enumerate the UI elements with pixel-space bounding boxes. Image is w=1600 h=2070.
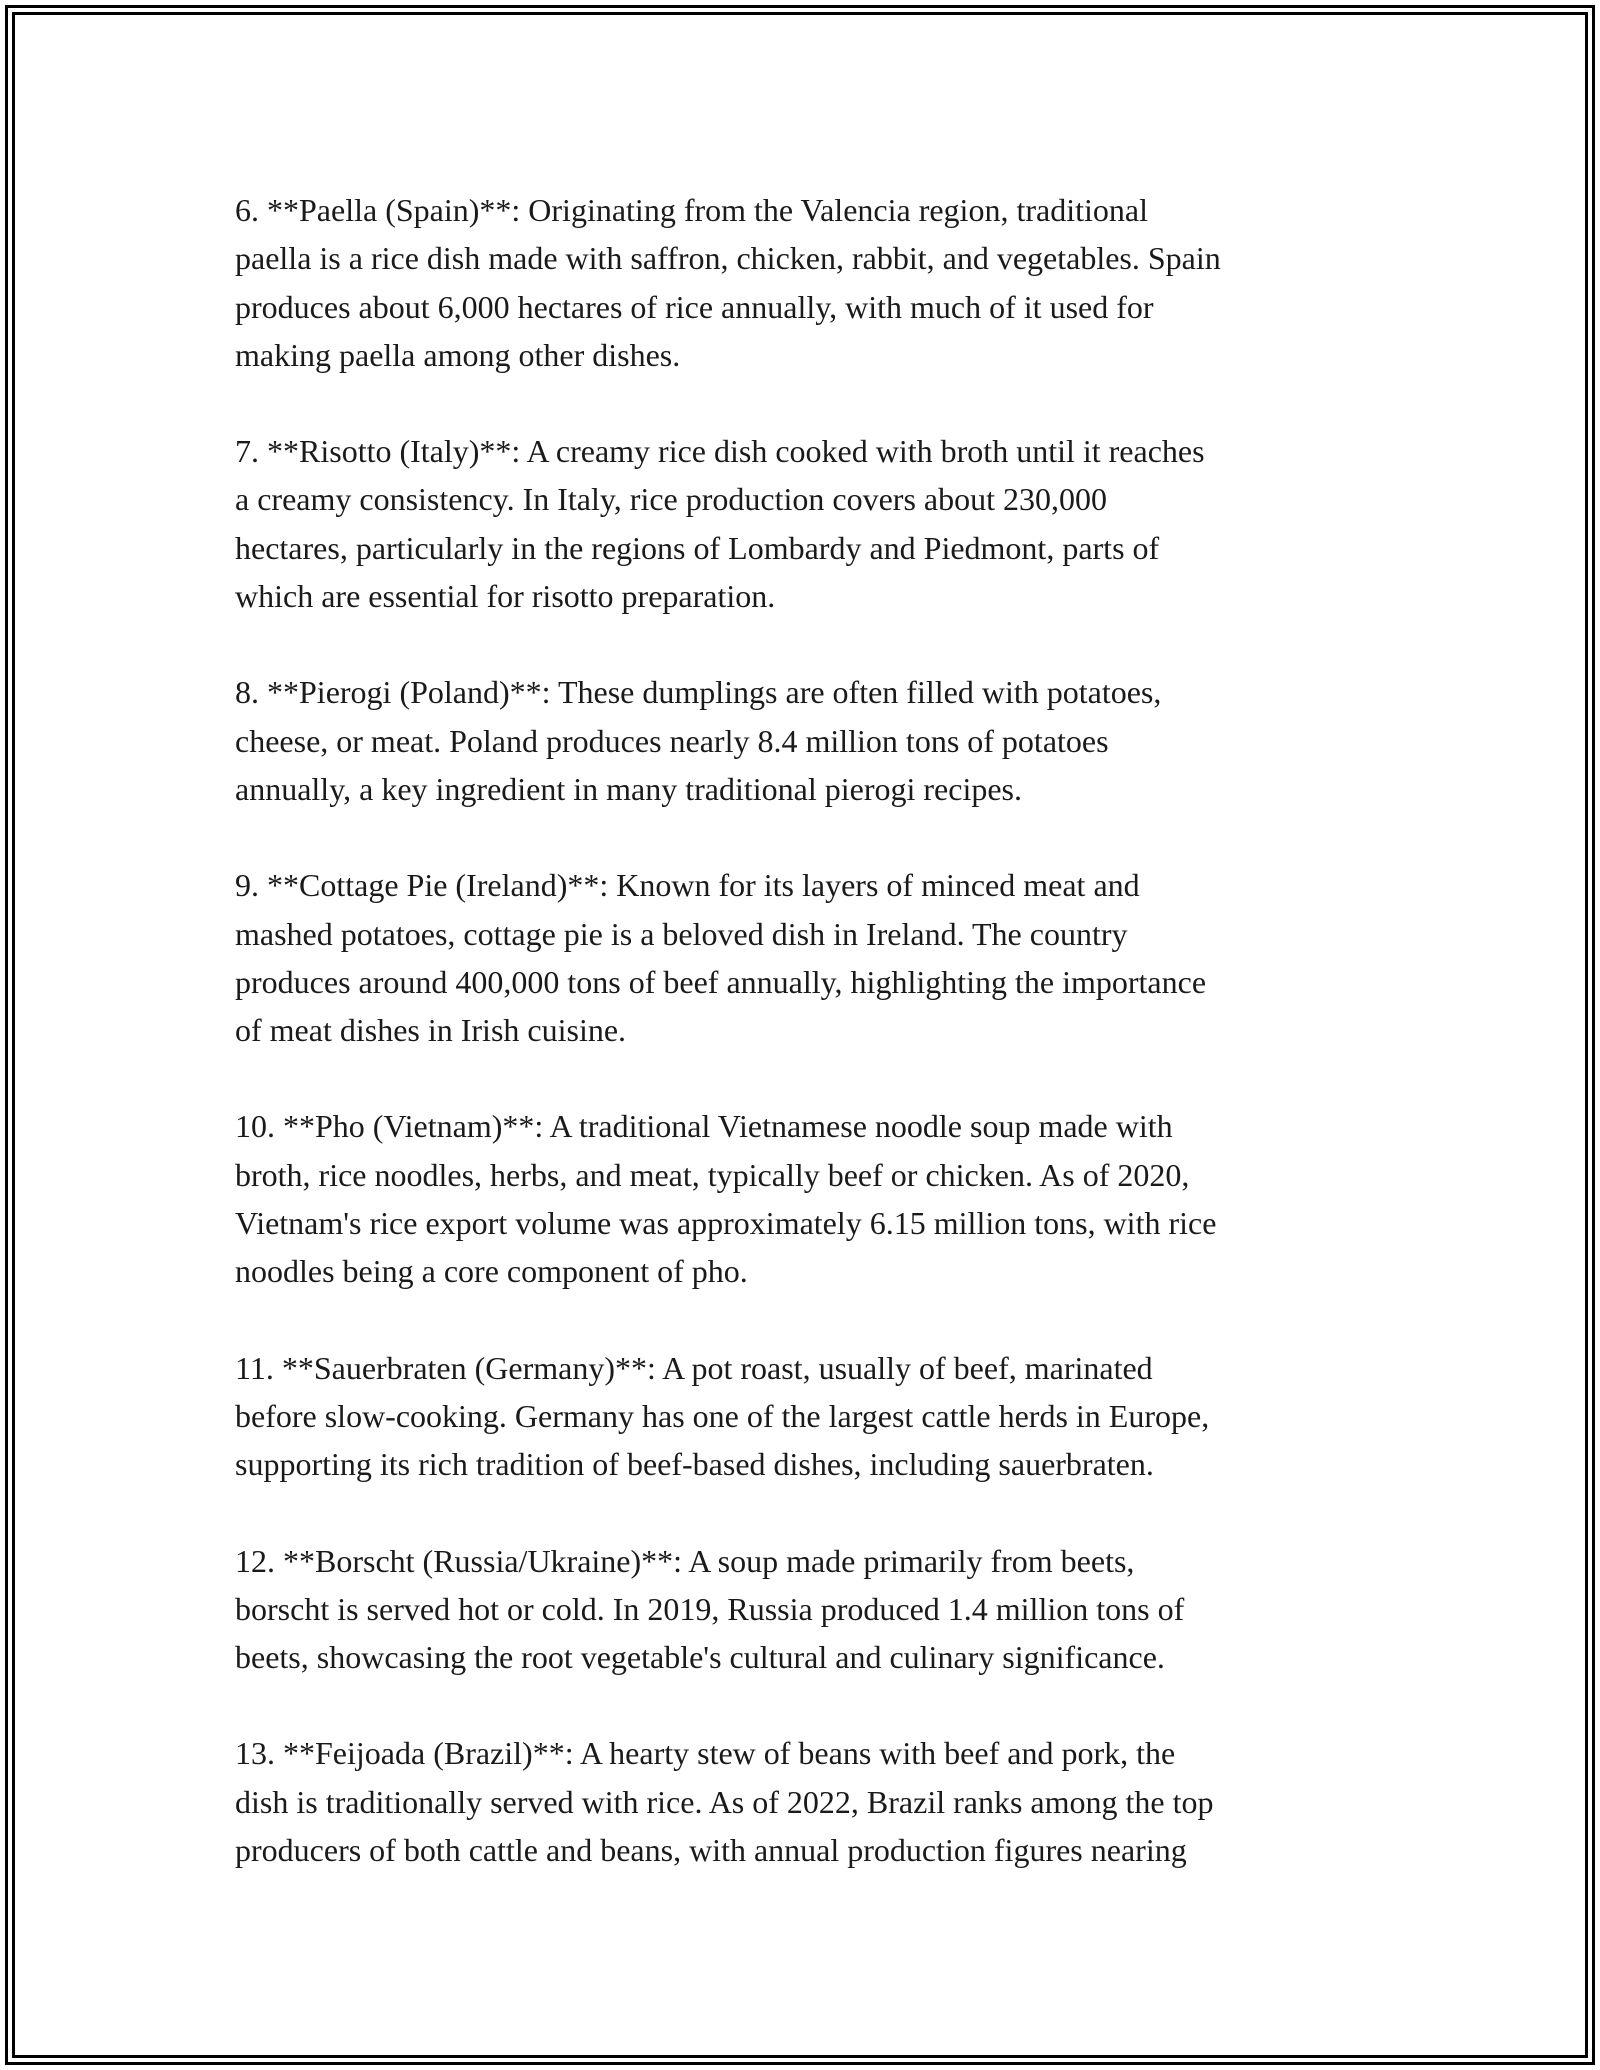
paragraph-borscht: 12. **Borscht (Russia/Ukraine)**: A soup made primarily from beets, borscht is served hot or cold. In 2019, Russia produced 1.4 million tons of beets, showcasing the root vegetable's cultural and culinary significance. (235, 1542, 1185, 1676)
paragraph-paella: 6. **Paella (Spain)**: Originating from the Valencia region, traditional paella is a rice dish made with saffron, chicken, rabbit, and vegetables. Spain produces about 6,000 hectares of rice annually, with much of it used for making paella among other dishes. (235, 192, 1221, 373)
document-body (235, 186, 1375, 1922)
paragraph-pho: 10. **Pho (Vietnam)**: A traditional Vietnamese noodle soup made with broth, rice noodles, herbs, and meat, typically beef or chicken. As of 2020, Vietnam's rice export volume was approximately 6.15 million tons, with rice noodles being a core component of pho. (235, 1108, 1217, 1290)
paragraph-feijoada: 13. **Feijoada (Brazil)**: A hearty stew of beans with beef and pork, the dish is traditionally served with rice. As of 2022, Brazil ranks among the top producers of both cattle and beans, with annual production figures nearing (235, 1735, 1214, 1869)
paragraph-risotto: 7. **Risotto (Italy)**: A creamy rice dish cooked with broth until it reaches a creamy consistency. In Italy, rice production covers about 230,000 hectares, particularly in the regions of Lombardy and Piedmont, parts of which are essential for risotto preparation. (235, 433, 1205, 615)
paragraph-sauerbraten: 11. **Sauerbraten (Germany)**: A pot roast, usually of beef, marinated before slow-cooking. Germany has one of the largest cattle herds in Europe, supporting its rich tradition of beef-based dishes, including sauerbraten. (235, 1349, 1210, 1483)
paragraph-cottage-pie: 9. **Cottage Pie (Ireland)**: Known for its layers of minced meat and mashed potatoes, cottage pie is a beloved dish in Ireland. The country produces around 400,000 tons of beef annually, highlighting the importance of meat dishes in Irish cuisine. (235, 867, 1207, 1049)
paragraph-pierogi: 8. **Pierogi (Poland)**: These dumplings are often filled with potatoes, cheese, or meat. Poland produces nearly 8.4 million tons of potatoes annually, a key ingredient in many traditional pierogi recipes. (235, 674, 1162, 807)
